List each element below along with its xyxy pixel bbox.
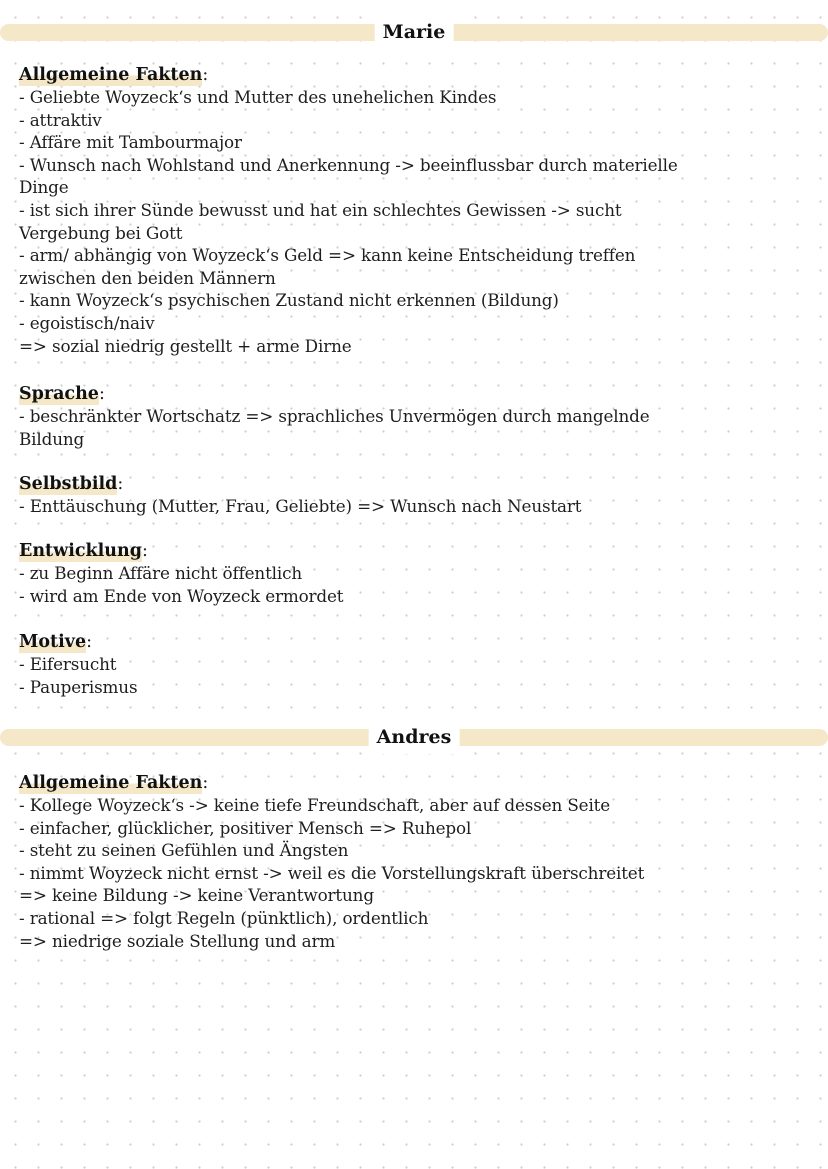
list-item: - Enttäuschung (Mutter, Frau, Geliebte) => Wunsch nach Neustart	[19, 496, 582, 516]
list-item: - Geliebte Woyzeck‘s und Mutter des unehelichen Kindes	[19, 87, 497, 107]
list-item: - arm/ abhängig von Woyzeck‘s Geld => kann keine Entscheidung treffen	[19, 245, 636, 266]
section-heading: Motive	[19, 632, 87, 652]
marie-title: Marie	[375, 15, 454, 49]
fact-list	[19, 562, 819, 607]
list-item: - Pauperismus	[19, 676, 138, 697]
fact-list	[19, 86, 819, 357]
fact-list	[19, 653, 819, 698]
andres-section-allgemeine-fakten: Allgemeine Fakten: - Kollege Woyzeck‘s -> keine tiefe Freundschaft, aber auf dessen Seite - einfacher, glücklicher, positiver Mensch => Ruhepol - steht zu seinen Gefühlen und Ängsten - nimmt Woyzeck nicht ernst -> weil es die Vorstellungskraft überschreitet => keine Bildung -> keine Verantwortung - rational => folgt Regeln (pünktlich), ordentlich => niedrige soziale Stellung und arm	[19, 772, 819, 952]
marie-section-motive: Motive: - Eifersucht - Pauperismus	[19, 631, 819, 698]
marie-section-entwicklung: Entwicklung: - zu Beginn Affäre nicht öffentlich - wird am Ende von Woyzeck ermordet	[19, 540, 819, 607]
list-item: - Wunsch nach Wohlstand und Anerkennung -> beeinflussbar durch materielle	[19, 154, 678, 175]
list-item: Bildung	[19, 428, 85, 449]
fact-list	[19, 495, 819, 518]
list-item: - nimmt Woyzeck nicht ernst -> weil es die Vorstellungskraft überschreitet	[19, 862, 645, 883]
fact-list	[19, 794, 819, 952]
section-heading: Allgemeine Fakten	[19, 773, 203, 793]
andres-title: Andres	[369, 720, 460, 754]
list-item: - Kollege Woyzeck‘s -> keine tiefe Freundschaft, aber auf dessen Seite	[19, 795, 611, 815]
section-heading: Sprache	[19, 384, 99, 404]
list-item: - steht zu seinen Gefühlen und Ängsten	[19, 840, 349, 861]
list-item: - ist sich ihrer Sünde bewusst und hat ein schlechtes Gewissen -> sucht	[19, 199, 622, 220]
marie-section-allgemeine-fakten: Allgemeine Fakten: - Geliebte Woyzeck‘s und Mutter des unehelichen Kindes - attraktiv - Affäre mit Tambourmajor - Wunsch nach Wohlstand und Anerkennung -> beeinflussbar durch materielle Dinge - ist sich ihrer Sünde bewusst und hat ein schlechtes Gewissen -> sucht Vergebung bei Gott - arm/ abhängig von Woyzeck‘s Geld => kann keine Entscheidung treffen zwischen den beiden Männern - kann Woyzeck‘s psychischen Zustand nicht erkennen (Bildung) - egoistisch/naiv => sozial niedrig gestellt + arme Dirne	[19, 64, 819, 357]
list-item: zwischen den beiden Männern	[19, 267, 276, 288]
list-item: - egoistisch/naiv	[19, 312, 155, 333]
list-item: - attraktiv	[19, 109, 102, 130]
list-item: - wird am Ende von Woyzeck ermordet	[19, 585, 344, 606]
section-heading: Allgemeine Fakten	[19, 65, 203, 85]
list-item: - Eifersucht	[19, 654, 117, 674]
list-item: => niedrige soziale Stellung und arm	[19, 930, 336, 951]
list-item: - kann Woyzeck‘s psychischen Zustand nicht erkennen (Bildung)	[19, 290, 559, 311]
marie-section-sprache: Sprache: - beschränkter Wortschatz => sprachliches Unvermögen durch mangelnde Bildung	[19, 383, 819, 450]
list-item: - zu Beginn Affäre nicht öffentlich	[19, 563, 303, 583]
list-item: Dinge	[19, 177, 69, 198]
fact-list	[19, 405, 819, 450]
marie-section-selbstbild: Selbstbild: - Enttäuschung (Mutter, Frau, Geliebte) => Wunsch nach Neustart	[19, 473, 819, 518]
list-item: => sozial niedrig gestellt + arme Dirne	[19, 335, 352, 356]
list-item: - beschränkter Wortschatz => sprachliches Unvermögen durch mangelnde	[19, 406, 650, 426]
list-item: => keine Bildung -> keine Verantwortung	[19, 885, 374, 906]
andres-banner	[0, 720, 828, 754]
marie-banner	[0, 15, 828, 49]
list-item: Vergebung bei Gott	[19, 222, 183, 243]
section-heading: Selbstbild	[19, 474, 118, 494]
list-item: - rational => folgt Regeln (pünktlich), ordentlich	[19, 907, 429, 928]
list-item: - Affäre mit Tambourmajor	[19, 132, 242, 153]
list-item: - einfacher, glücklicher, positiver Mensch => Ruhepol	[19, 817, 472, 838]
section-heading: Entwicklung	[19, 541, 142, 561]
